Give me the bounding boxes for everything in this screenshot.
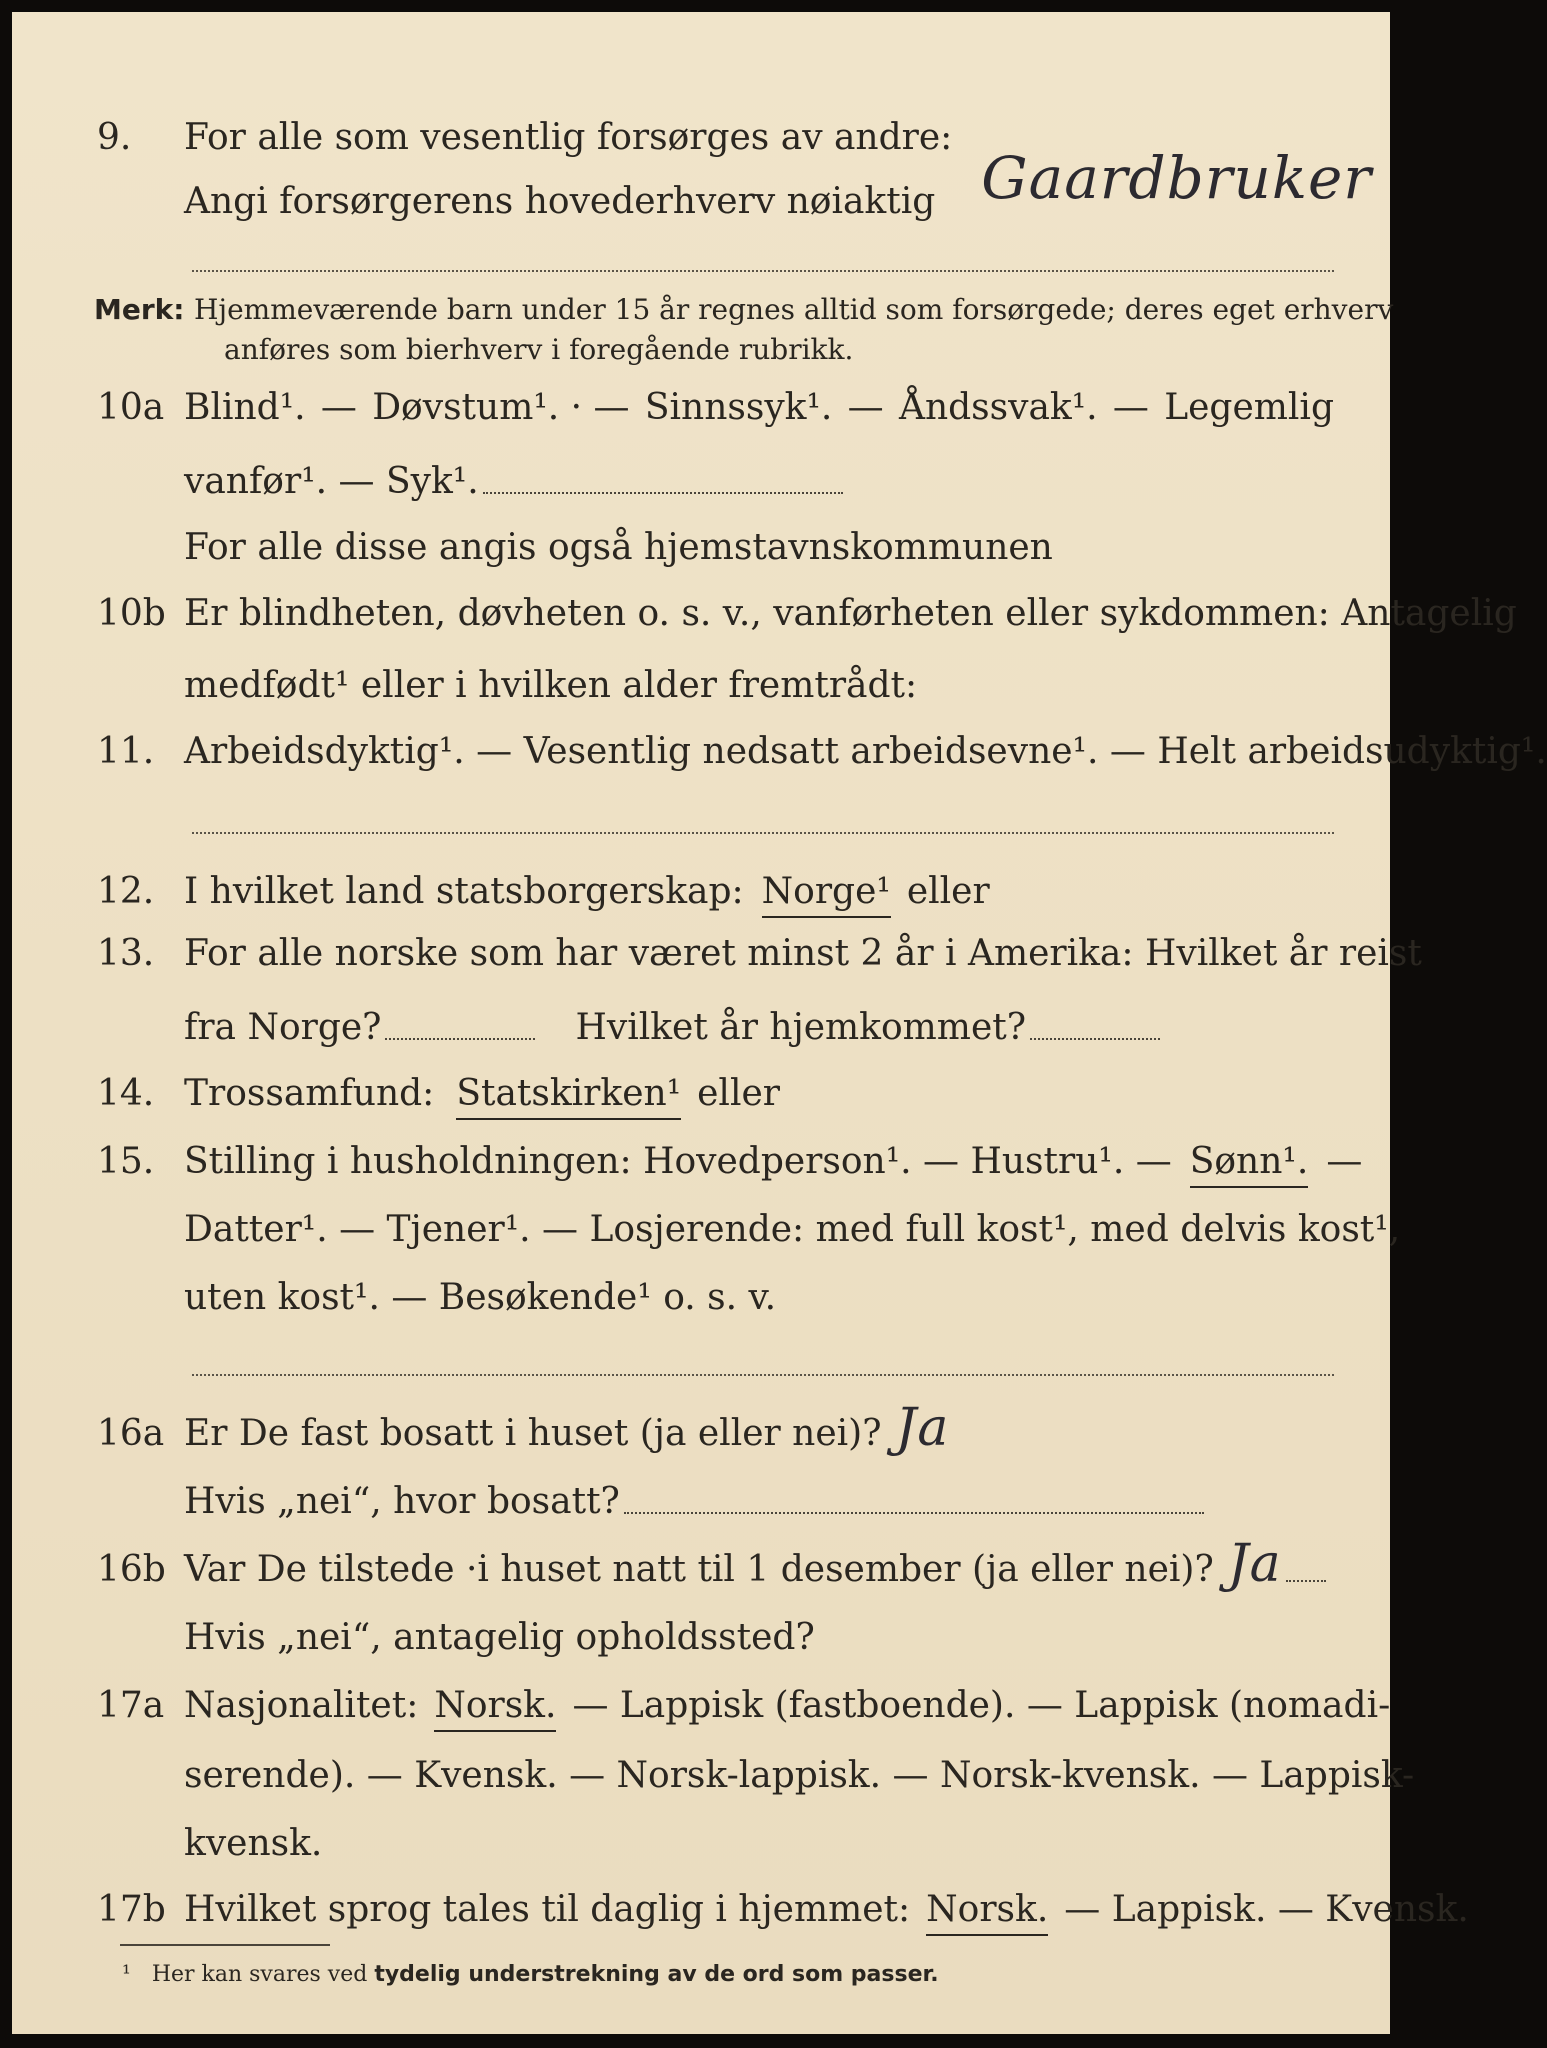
q10a-legemlig: Legemlig — [1164, 387, 1334, 428]
q10a-text2: vanfør¹. — Syk¹. — [184, 461, 479, 502]
q17b-underlined-norsk: Norsk. — [926, 1888, 1048, 1936]
q10a-text3: For alle disse angis også hjemstavnskommunen — [184, 527, 1053, 568]
q10b-number: 10b — [97, 593, 166, 634]
q11-text: Arbeidsdyktig¹. — Vesentlig nedsatt arbeidsevne¹. — Helt arbeidsudyktig¹. — [184, 731, 1547, 772]
q17a-text2: serende). — Kvensk. — Norsk-lappisk. — Norsk-kvensk. — Lappisk- — [184, 1755, 1415, 1796]
footnote-divider — [120, 1944, 330, 1946]
q10a-fill-syk — [483, 488, 843, 494]
q10a-number: 10a — [97, 387, 165, 428]
q12-eller: eller — [906, 871, 990, 912]
merk-note — [94, 290, 1394, 370]
q17a-number: 17a — [97, 1685, 165, 1726]
q10a-dash: — — [1112, 387, 1149, 428]
q15-blank-rule — [192, 1374, 1334, 1376]
merk-label: Merk: — [94, 293, 185, 326]
merk-text2: anføres som bierhverv i foregående rubrikk. — [224, 333, 854, 366]
q16a-text2: Hvis „nei“, hvor bosatt? — [184, 1481, 620, 1522]
q9-handwritten-answer: Gaardbruker — [981, 144, 1373, 212]
q15-text2: Datter¹. — Tjener¹. — Losjerende: med full kost¹, med delvis kost¹, — [184, 1209, 1401, 1250]
q17b-text-post: — Lappisk. — Kvensk. — [1064, 1889, 1469, 1930]
q10b-text2: medfødt¹ eller i hvilken alder fremtrådt: — [184, 665, 918, 706]
q17a-text1: — Lappisk (fastboende). — Lappisk (nomadi- — [572, 1685, 1391, 1726]
q17b-number: 17b — [97, 1889, 166, 1930]
q9-blank-rule — [192, 270, 1334, 272]
footnote — [122, 1962, 939, 1987]
q15-underlined-sonn: Sønn¹. — [1190, 1140, 1309, 1188]
q14-eller: eller — [697, 1073, 780, 1114]
q13-fill-hjemkommet — [1030, 1034, 1160, 1040]
q17a-underlined-norsk: Norsk. — [434, 1684, 556, 1732]
footnote-mark: ¹ — [122, 1962, 131, 1987]
q16a-handwritten-answer: Ja — [895, 1398, 950, 1458]
q14-text: Trossamfund: — [184, 1073, 435, 1114]
footnote-bold-text: tydelig understrekning av de ord som passer. — [374, 1962, 939, 1987]
q16b-text2: Hvis „nei“, antagelig opholdssted? — [184, 1617, 815, 1658]
q9-text1: For alle som vesentlig forsørges av andre: — [184, 117, 953, 158]
q10a-blind: Blind¹. — [184, 387, 306, 428]
q17a-text3: kvensk. — [184, 1823, 323, 1864]
q11-number: 11. — [97, 731, 155, 772]
q10a-sinnssyk: Sinnssyk¹. — [644, 387, 833, 428]
q12-number: 12. — [97, 871, 155, 912]
q14-number: 14. — [97, 1073, 155, 1114]
q12-underlined-norge: Norge¹ — [762, 870, 891, 918]
q13-text2a: fra Norge? — [184, 1007, 382, 1048]
q13-fill-reist — [385, 1034, 535, 1040]
q10a-dash: — — [847, 387, 884, 428]
q13-text2b: Hvilket år hjemkommet? — [575, 1007, 1027, 1048]
q16a-number: 16a — [97, 1413, 165, 1454]
q16b-text1: Var De tilstede ·i huset natt til 1 desember (ja eller nei)? — [184, 1549, 1214, 1590]
q17a-label: Nasjonalitet: — [184, 1685, 419, 1726]
q12-text: I hvilket land statsborgerskap: — [184, 871, 744, 912]
q16b-fill-answer — [1286, 1576, 1326, 1582]
q11-blank-rule — [192, 832, 1334, 834]
q10a-dovstum: Døvstum¹. · — — [372, 387, 630, 428]
q10a-andssvak: Åndssvak¹. — [898, 387, 1098, 428]
q10a-dash: — — [320, 387, 357, 428]
q13-number: 13. — [97, 933, 155, 974]
q16b-number: 16b — [97, 1549, 166, 1590]
q13-text1: For alle norske som har været minst 2 år i Amerika: Hvilket år reist — [184, 933, 1422, 974]
q16a-text1: Er De fast bosatt i huset (ja eller nei)? — [184, 1413, 882, 1454]
q15-text1: Stilling i husholdningen: Hovedperson¹. — Hustru¹. — — [184, 1141, 1172, 1182]
merk-text1: Hjemmeværende barn under 15 år regnes alltid som forsørgede; deres eget erhverv — [194, 293, 1394, 326]
q9-text2: Angi forsørgerens hovederhverv nøiaktig — [184, 181, 936, 222]
q16b-handwritten-answer: Ja — [1227, 1534, 1282, 1594]
q14-underlined-statskirken: Statskirken¹ — [456, 1072, 681, 1120]
q16a-fill — [624, 1508, 1204, 1514]
q15-dash: — — [1326, 1141, 1363, 1182]
q9-number: 9. — [97, 117, 132, 158]
footnote-text: Her kan svares ved — [151, 1962, 368, 1987]
census-form-page — [12, 12, 1547, 2034]
q15-text3: uten kost¹. — Besøkende¹ o. s. v. — [184, 1277, 777, 1318]
q15-number: 15. — [97, 1141, 155, 1182]
q17b-text: Hvilket sprog tales til daglig i hjemmet: — [184, 1889, 911, 1930]
q10b-text1: Er blindheten, døvheten o. s. v., vanførheten eller sykdommen: Antagelig — [184, 593, 1517, 634]
